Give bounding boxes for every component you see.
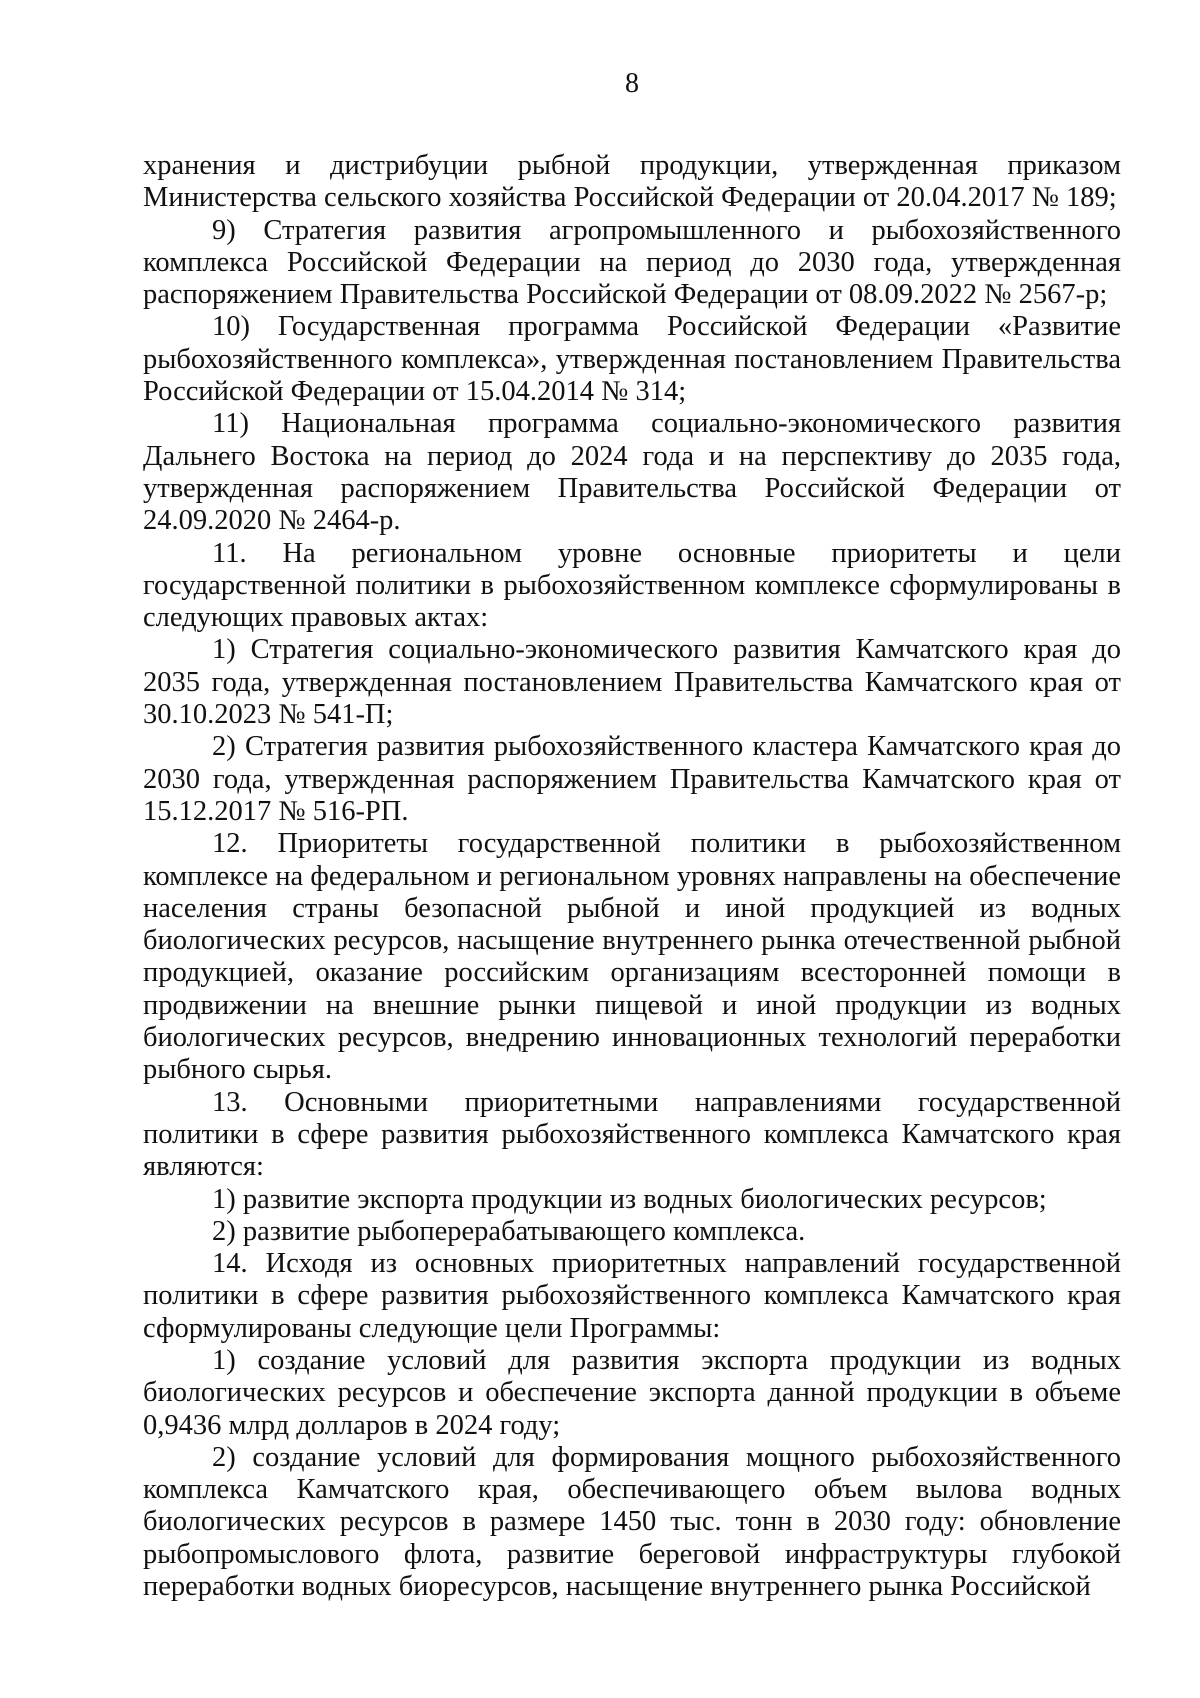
regional-item-1: 1) Стратегия социально-экономического развития Камчатского края до 2035 года, утвержденная постановлением Правительства Камчатского края от 30.10.2023 № 541-П; — [143, 634, 1121, 731]
section-12: 12. Приоритеты государственной политики в рыбохозяйственном комплексе на федеральном и региональном уровнях направлены на обеспечение населения страны безопасной рыбной и иной продукцией из водных биологических ресурсов, насыщение внутреннего рынка отечественной рыбной продукцией, оказание российским организациям всесторонней помощи в продвижении на внешние рынки пищевой и иной продукции из водных биологических ресурсов, внедрению инновационных технологий переработки рыбного сырья. — [143, 828, 1121, 1086]
document-body — [143, 150, 1121, 1603]
goal-item-1: 1) создание условий для развития экспорта продукции из водных биологических ресурсов и обеспечение экспорта данной продукции в объеме 0,9436 млрд долларов в 2024 году; — [143, 1344, 1121, 1441]
priority-item-1: 1) развитие экспорта продукции из водных биологических ресурсов; — [212, 1183, 1047, 1215]
list-item-10: 10) Государственная программа Российской Федерации «Развитие рыбохозяйственного комплекса», утвержденная постановлением Правительства Российской Федерации от 15.04.2014 № 314; — [143, 311, 1121, 408]
section-13: 13. Основными приоритетными направлениями государственной политики в сфере развития рыбохозяйственного комплекса Камчатского края являются: — [143, 1086, 1121, 1183]
paragraph-continuation: хранения и дистрибуции рыбной продукции, утвержденная приказом Министерства сельского хозяйства Российской Федерации от 20.04.2017 № 189; — [143, 150, 1121, 214]
goal-item-2: 2) создание условий для формирования мощного рыбохозяйственного комплекса Камчатского края, обеспечивающего объем вылова водных биологических ресурсов в размере 1450 тыс. тонн в 2030 году: обновление рыбопромыслового флота, развитие береговой инфраструктуры глубокой переработки водных биоресурсов, насыщение внутреннего рынка Российской — [143, 1441, 1121, 1603]
section-11: 11. На региональном уровне основные приоритеты и цели государственной политики в рыбохозяйственном комплексе сформулированы в следующих правовых актах: — [143, 537, 1121, 634]
list-item-11: 11) Национальная программа социально-экономического развития Дальнего Востока на период до 2024 года и на перспективу до 2035 года, утвержденная распоряжением Правительства Российской Федерации от 24.09.2020 № 2464-р. — [143, 408, 1121, 537]
list-item-9: 9) Стратегия развития агропромышленного и рыбохозяйственного комплекса Российской Федерации на период до 2030 года, утвержденная распоряжением Правительства Российской Федерации от 08.09.2022 № 2567-р; — [143, 214, 1121, 311]
section-14: 14. Исходя из основных приоритетных направлений государственной политики в сфере развития рыбохозяйственного комплекса Камчатского края сформулированы следующие цели Программы: — [143, 1248, 1121, 1344]
regional-item-2: 2) Стратегия развития рыбохозяйственного кластера Камчатского края до 2030 года, утвержденная распоряжением Правительства Камчатского края от 15.12.2017 № 516-РП. — [143, 731, 1121, 827]
page-number: 8 — [625, 68, 639, 99]
priority-item-2: 2) развитие рыбоперерабатывающего комплекса. — [212, 1215, 806, 1247]
